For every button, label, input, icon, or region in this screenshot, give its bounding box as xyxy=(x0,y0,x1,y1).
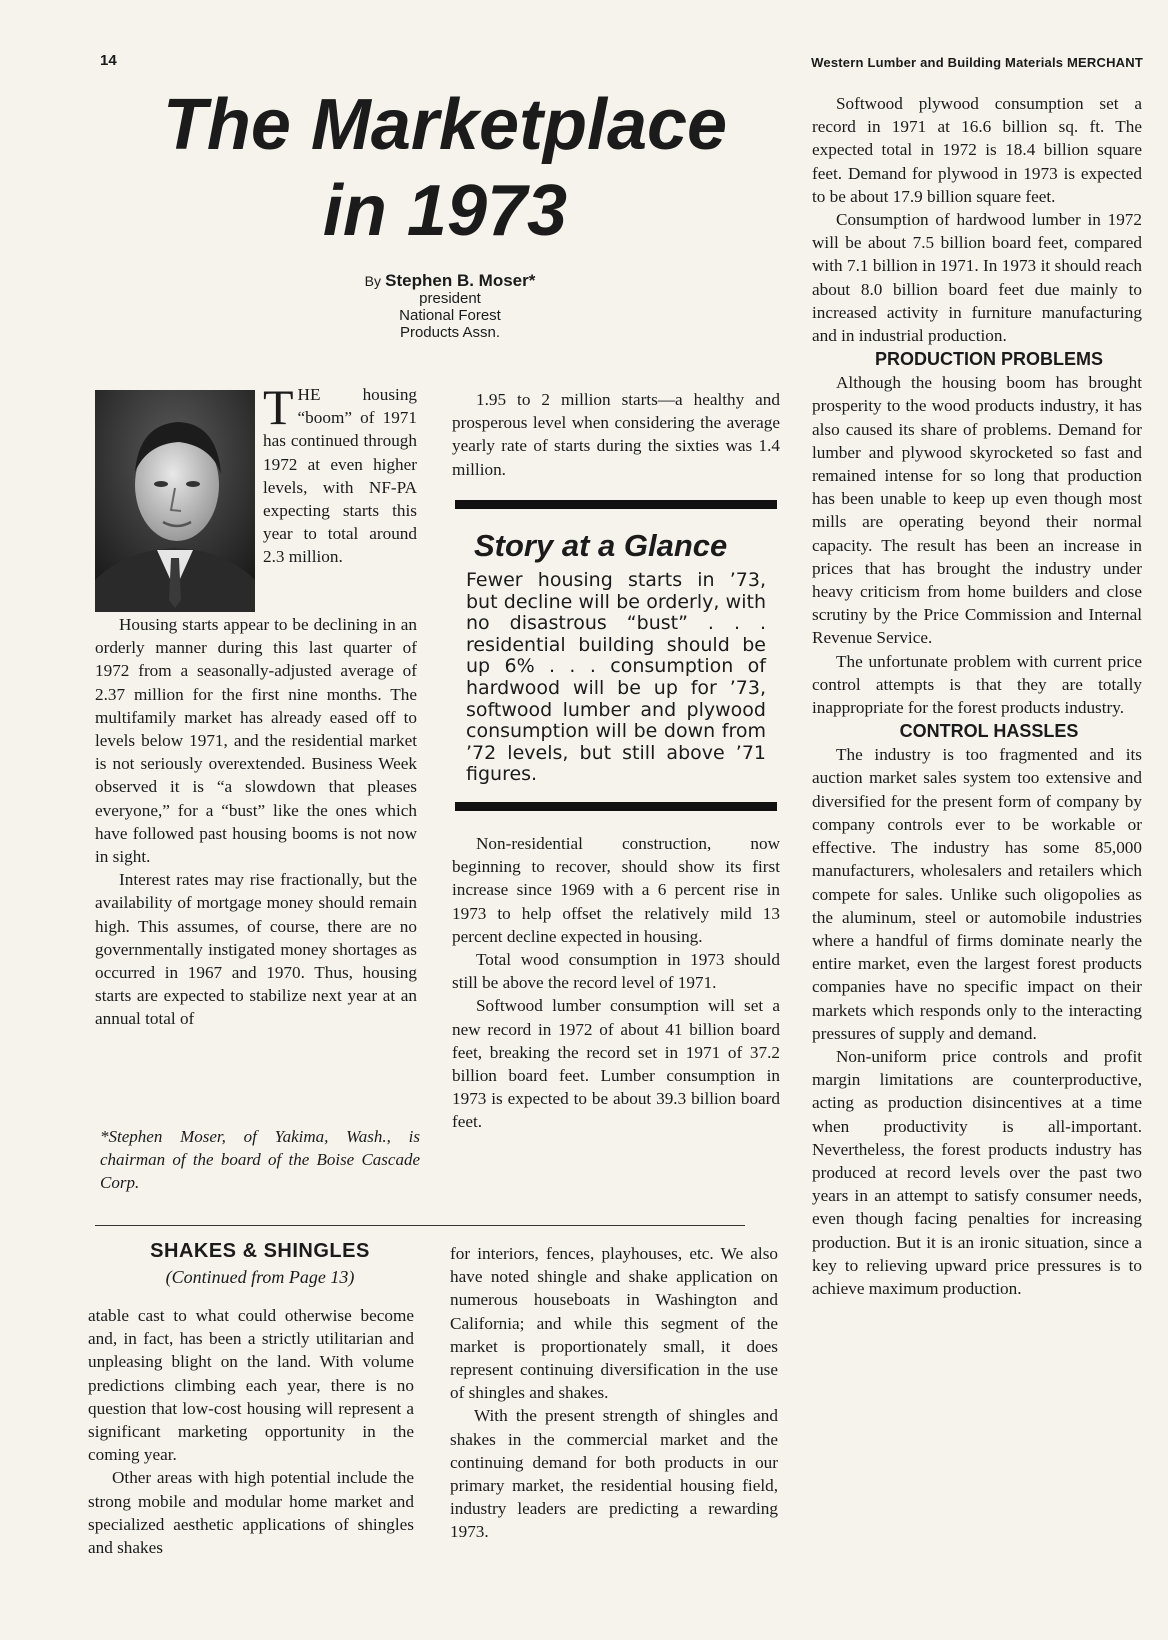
byline-org-line-2: Products Assn. xyxy=(399,324,501,341)
paragraph: Housing starts appear to be declining in an orderly manner during this last quarter of 1972 from a seasonally-adjusted average of 2.37 million for the first nine months. The multifamily market has already eased off to levels below 1971, and the residential market is not seriously overextended. Business Week observed it is “a slowdown that pleases everyone,” for a “bust” like the ones which have followed past housing booms is not now in sight. xyxy=(95,615,417,867)
shakes-column-1 xyxy=(88,1304,414,1559)
publication-name: Western Lumber and Building Materials MERCHANT xyxy=(811,55,1143,70)
paragraph: Other areas with high potential include the strong mobile and modular home market and specialized aesthetic applications of shingles and shakes xyxy=(88,1468,414,1558)
section-divider xyxy=(95,1225,745,1226)
glance-title: Story at a Glance xyxy=(474,528,728,563)
byline xyxy=(320,272,580,341)
paragraph: Non-uniform price controls and profit margin limitations are counterproductive, acting as production disincentives at a time when productivity is all-important. Nevertheless, the forest products industry has produced at record levels over the past two years in an attempt to satisfy consumer needs, even though facing penalties for increasing production. But it is an ironic situation, since a key to relieving upward price pressures is to achieve maximum production. xyxy=(812,1046,1142,1298)
title-line-2: in 1973 xyxy=(322,171,568,251)
byline-org-line-1: National Forest xyxy=(399,307,501,324)
paragraph: Although the housing boom has brought prosperity to the wood products industry, it has also caused its share of problems. Demand for lumber and plywood skyrocketed so fast and remained intense for so long that production has been unable to keep up even though most mills are operating beyond their normal capacity. The result has been an increase in prices that has brought the industry under heavy criticism from home builders and close scrutiny by the Price Commission and Internal Revenue Service. xyxy=(812,373,1142,648)
paragraph: 1.95 to 2 million starts—a healthy and prosperous level when considering the average yearly rate of starts during the sixties was 1.4 million. xyxy=(452,390,780,479)
paragraph: The industry is too fragmented and its auction market sales system too extensive and diversified for the present form of company by company controls ever to be workable or effective. The industry has some 85,000 manufacturers, wholesalers and retailers which compete for sales. Unlike such oligopolies as the aluminum, steel or automobile industries where a handful of firms dominate nearly the entire market, even the largest forest products companies have no specific impact on their markets which responds only to the interacting pressures of supply and demand. xyxy=(812,745,1142,1043)
glance-bottom-rule xyxy=(455,802,777,811)
continued-note: (Continued from Page 13) xyxy=(165,1267,355,1287)
drop-cap: T xyxy=(263,379,294,435)
intro-paragraph: THE housing “boom” of 1971 has continued through 1972 at even higher levels, with NF-PA expecting starts this year to total around 2.3 million. xyxy=(263,379,417,567)
author-footnote: *Stephen Moser, of Yakima, Wash., is chairman of the board of the Boise Cascade Corp. xyxy=(100,1127,420,1192)
title-line-1: The Marketplace xyxy=(162,85,728,165)
section-heading-production: PRODUCTION PROBLEMS xyxy=(874,349,1103,370)
page-number: 14 xyxy=(100,52,117,69)
paragraph: atable cast to what could otherwise become and, in fact, has been a strictly utilitarian and unpleasing blight on the land. With volume predictions climbing each year, there is no question that low-cost housing will represent a significant marketing opportunity in the coming year. xyxy=(88,1306,414,1465)
glance-top-rule xyxy=(455,500,777,509)
paragraph: Softwood plywood consumption set a record in 1971 at 16.6 billion sq. ft. The expected total in 1972 is 18.4 billion square feet. Demand for plywood in 1973 is expected to be about 17.9 billion square feet. xyxy=(812,94,1142,206)
byline-role: president xyxy=(419,290,481,307)
shakes-title: SHAKES & SHINGLES xyxy=(150,1240,370,1262)
column-2-middle xyxy=(452,832,780,1134)
paragraph: The unfortunate problem with current price control attempts is that they are totally inappropriate for the forest products industry. xyxy=(812,651,1142,718)
glance-summary: Fewer housing starts in ’73, but decline will be orderly, with no disastrous “bust” . . . residential building should be up 6% . . . consumption of hardwood will be up for ’73, softwood lumber and plywood consumption will be down from ’72 levels, but still above ’71 figures. xyxy=(466,569,766,786)
article-title xyxy=(150,82,740,254)
column-1-top xyxy=(95,379,417,1031)
paragraph: Total wood consumption in 1973 should still be above the record level of 1971. xyxy=(452,950,780,993)
paragraph: Consumption of hardwood lumber in 1972 will be about 7.5 billion board feet, compared with 7.1 billion in 1971. In 1973 it should reach about 8.0 billion board feet due mainly to increased activity in furniture manufacturing and in industrial production. xyxy=(812,210,1142,346)
byline-by: By xyxy=(364,273,381,289)
section-heading-control: CONTROL HASSLES xyxy=(899,721,1079,742)
paragraph: Non-residential construction, now beginning to recover, should show its first increase since 1969 with a 6 percent rise in 1973 to help offset the relatively mild 13 percent decline expected in housing. xyxy=(452,834,780,946)
column-2-top xyxy=(452,388,780,481)
paragraph: for interiors, fences, playhouses, etc. We also have noted shingle and shake application on numerous houseboats in Washington and California; and while this segment of the market is proportionately small, it does represent continuing diversification in the use of shingles and shakes. xyxy=(450,1244,778,1403)
paragraph: Interest rates may rise fractionally, but the availability of mortgage money should remain high. This assumes, of course, there are no governmentally instigated money shortages as occurred in 1967 and 1970. Thus, housing starts are expected to stabilize next year at an annual total of xyxy=(95,870,417,1029)
shakes-column-2 xyxy=(450,1242,778,1544)
paragraph: With the present strength of shingles and shakes in the commercial market and the continuing demand for both products in our primary market, the residential housing field, industry leaders are predicting a rewarding 1973. xyxy=(450,1406,778,1542)
byline-author: Stephen B. Moser* xyxy=(385,271,536,290)
paragraph: Softwood lumber consumption will set a new record in 1972 of about 41 billion board feet, breaking the record set in 1971 of 37.2 billion board feet. Lumber consumption in 1973 is expected to be about 39.3 billion board feet. xyxy=(452,996,780,1132)
column-3 xyxy=(812,92,1142,1300)
